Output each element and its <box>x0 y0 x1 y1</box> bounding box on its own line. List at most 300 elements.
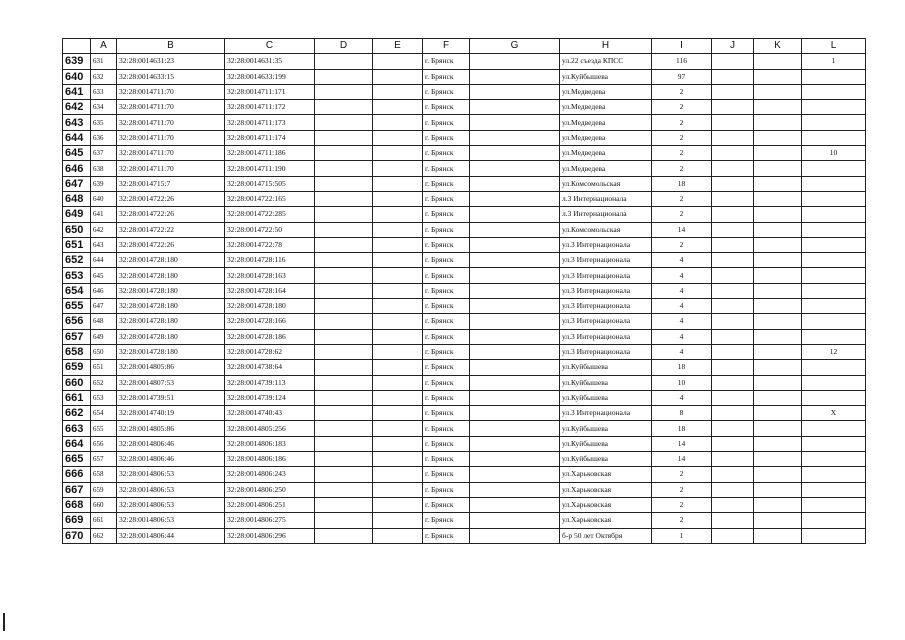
cell-l[interactable]: 10 <box>802 146 866 161</box>
cell-f[interactable]: г. Брянск <box>423 268 470 283</box>
cell-e[interactable] <box>373 222 423 237</box>
cell-e[interactable] <box>373 130 423 145</box>
cell-h[interactable]: ул.Медведева <box>560 84 652 99</box>
cell-h[interactable]: ул.Харьковская <box>560 497 652 512</box>
cell-a[interactable]: 646 <box>91 283 117 298</box>
cell-c[interactable]: 32:28:0014728:164 <box>225 283 315 298</box>
cell-i[interactable]: 4 <box>652 268 712 283</box>
cell-j[interactable] <box>712 482 754 497</box>
cell-g[interactable] <box>470 100 560 115</box>
cell-g[interactable] <box>470 528 560 543</box>
cell-l[interactable] <box>802 207 866 222</box>
cell-b[interactable]: 32:28:0014722:26 <box>117 191 225 206</box>
cell-k[interactable] <box>754 344 802 359</box>
cell-k[interactable] <box>754 191 802 206</box>
cell-l[interactable] <box>802 314 866 329</box>
cell-i[interactable]: 4 <box>652 344 712 359</box>
cell-l[interactable] <box>802 69 866 84</box>
cell-f[interactable]: г. Брянск <box>423 115 470 130</box>
cell-e[interactable] <box>373 513 423 528</box>
cell-f[interactable]: г. Брянск <box>423 283 470 298</box>
cell-d[interactable] <box>315 253 373 268</box>
cell-i[interactable]: 4 <box>652 299 712 314</box>
cell-b[interactable]: 32:28:0014806:53 <box>117 482 225 497</box>
cell-h[interactable]: ул.Комсомольская <box>560 176 652 191</box>
cell-g[interactable] <box>470 467 560 482</box>
cell-k[interactable] <box>754 375 802 390</box>
cell-a[interactable]: 643 <box>91 237 117 252</box>
cell-a[interactable]: 637 <box>91 146 117 161</box>
cell-f[interactable]: г. Брянск <box>423 299 470 314</box>
cell-a[interactable]: 656 <box>91 436 117 451</box>
cell-h[interactable]: ул.Куйбышева <box>560 421 652 436</box>
cell-j[interactable] <box>712 237 754 252</box>
cell-k[interactable] <box>754 528 802 543</box>
cell-c[interactable]: 32:28:0014711:174 <box>225 130 315 145</box>
cell-a[interactable]: 638 <box>91 161 117 176</box>
cell-c[interactable]: 32:28:0014711:173 <box>225 115 315 130</box>
cell-k[interactable] <box>754 54 802 69</box>
cell-f[interactable]: г. Брянск <box>423 467 470 482</box>
cell-f[interactable]: г. Брянск <box>423 69 470 84</box>
cell-k[interactable] <box>754 115 802 130</box>
cell-g[interactable] <box>470 115 560 130</box>
cell-c[interactable]: 32:28:0014722:285 <box>225 207 315 222</box>
cell-f[interactable]: г. Брянск <box>423 360 470 375</box>
cell-l[interactable]: 12 <box>802 344 866 359</box>
cell-e[interactable] <box>373 467 423 482</box>
cell-l[interactable] <box>802 467 866 482</box>
cell-i[interactable]: 2 <box>652 513 712 528</box>
cell-a[interactable]: 645 <box>91 268 117 283</box>
cell-d[interactable] <box>315 452 373 467</box>
cell-f[interactable]: г. Брянск <box>423 207 470 222</box>
cell-f[interactable]: г. Брянск <box>423 222 470 237</box>
cell-a[interactable]: 652 <box>91 375 117 390</box>
cell-b[interactable]: 32:28:0014711:70 <box>117 130 225 145</box>
cell-g[interactable] <box>470 207 560 222</box>
cell-g[interactable] <box>470 283 560 298</box>
cell-e[interactable] <box>373 406 423 421</box>
cell-k[interactable] <box>754 207 802 222</box>
cell-g[interactable] <box>470 375 560 390</box>
cell-b[interactable]: 32:28:0014631:23 <box>117 54 225 69</box>
cell-d[interactable] <box>315 467 373 482</box>
cell-l[interactable] <box>802 100 866 115</box>
cell-l[interactable]: X <box>802 406 866 421</box>
cell-h[interactable]: ул.3 Интернационала <box>560 329 652 344</box>
cell-h[interactable]: ул.Медведева <box>560 161 652 176</box>
cell-h[interactable]: ул.Харьковская <box>560 513 652 528</box>
cell-d[interactable] <box>315 84 373 99</box>
cell-j[interactable] <box>712 360 754 375</box>
cell-j[interactable] <box>712 375 754 390</box>
cell-b[interactable]: 32:28:0014711:70 <box>117 115 225 130</box>
cell-d[interactable] <box>315 191 373 206</box>
cell-b[interactable]: 32:28:0014633:15 <box>117 69 225 84</box>
cell-h[interactable]: ул.3 Интернационала <box>560 268 652 283</box>
cell-e[interactable] <box>373 207 423 222</box>
column-header-j[interactable]: J <box>712 39 754 54</box>
cell-b[interactable]: 32:28:0014711:70 <box>117 146 225 161</box>
cell-g[interactable] <box>470 390 560 405</box>
cell-a[interactable]: 639 <box>91 176 117 191</box>
cell-j[interactable] <box>712 222 754 237</box>
cell-k[interactable] <box>754 237 802 252</box>
cell-i[interactable]: 2 <box>652 100 712 115</box>
cell-g[interactable] <box>470 222 560 237</box>
cell-j[interactable] <box>712 314 754 329</box>
cell-j[interactable] <box>712 100 754 115</box>
cell-h[interactable]: ул.Медведева <box>560 146 652 161</box>
cell-d[interactable] <box>315 482 373 497</box>
cell-g[interactable] <box>470 360 560 375</box>
cell-h[interactable]: ул.22 съезда КПСС <box>560 54 652 69</box>
cell-i[interactable]: 2 <box>652 237 712 252</box>
cell-j[interactable] <box>712 344 754 359</box>
cell-j[interactable] <box>712 299 754 314</box>
cell-h[interactable]: ул.3 Интернационала <box>560 237 652 252</box>
cell-g[interactable] <box>470 54 560 69</box>
cell-e[interactable] <box>373 497 423 512</box>
cell-j[interactable] <box>712 176 754 191</box>
cell-f[interactable]: г. Брянск <box>423 176 470 191</box>
cell-a[interactable]: 653 <box>91 390 117 405</box>
cell-a[interactable]: 633 <box>91 84 117 99</box>
cell-i[interactable]: 4 <box>652 390 712 405</box>
cell-b[interactable]: 32:28:0014715:7 <box>117 176 225 191</box>
cell-d[interactable] <box>315 283 373 298</box>
cell-f[interactable]: г. Брянск <box>423 528 470 543</box>
cell-k[interactable] <box>754 467 802 482</box>
cell-l[interactable] <box>802 299 866 314</box>
cell-k[interactable] <box>754 161 802 176</box>
column-header-a[interactable]: A <box>91 39 117 54</box>
cell-b[interactable]: 32:28:0014722:22 <box>117 222 225 237</box>
cell-i[interactable]: 14 <box>652 222 712 237</box>
cell-g[interactable] <box>470 146 560 161</box>
cell-l[interactable] <box>802 375 866 390</box>
cell-b[interactable]: 32:28:0014728:180 <box>117 253 225 268</box>
cell-d[interactable] <box>315 207 373 222</box>
cell-h[interactable]: ул.Куйбышева <box>560 375 652 390</box>
cell-f[interactable]: г. Брянск <box>423 54 470 69</box>
cell-h[interactable]: ул.3 Интернационала <box>560 253 652 268</box>
cell-j[interactable] <box>712 513 754 528</box>
cell-d[interactable] <box>315 390 373 405</box>
cell-k[interactable] <box>754 436 802 451</box>
cell-c[interactable]: 32:28:0014806:186 <box>225 452 315 467</box>
cell-j[interactable] <box>712 54 754 69</box>
cell-j[interactable] <box>712 452 754 467</box>
cell-k[interactable] <box>754 253 802 268</box>
cell-f[interactable]: г. Брянск <box>423 344 470 359</box>
cell-e[interactable] <box>373 528 423 543</box>
cell-f[interactable]: г. Брянск <box>423 497 470 512</box>
cell-b[interactable]: 32:28:0014728:180 <box>117 329 225 344</box>
cell-k[interactable] <box>754 497 802 512</box>
cell-h[interactable]: ул.3 Интернационала <box>560 406 652 421</box>
cell-g[interactable] <box>470 344 560 359</box>
cell-k[interactable] <box>754 222 802 237</box>
cell-e[interactable] <box>373 146 423 161</box>
cell-a[interactable]: 644 <box>91 253 117 268</box>
cell-a[interactable]: 657 <box>91 452 117 467</box>
cell-f[interactable]: г. Брянск <box>423 100 470 115</box>
cell-j[interactable] <box>712 421 754 436</box>
cell-e[interactable] <box>373 482 423 497</box>
cell-h[interactable]: л.3 Интернационала <box>560 191 652 206</box>
cell-k[interactable] <box>754 421 802 436</box>
cell-i[interactable]: 14 <box>652 452 712 467</box>
cell-f[interactable]: г. Брянск <box>423 237 470 252</box>
cell-f[interactable]: г. Брянск <box>423 513 470 528</box>
cell-d[interactable] <box>315 115 373 130</box>
cell-b[interactable]: 32:28:0014711:70 <box>117 84 225 99</box>
cell-i[interactable]: 4 <box>652 329 712 344</box>
cell-f[interactable]: г. Брянск <box>423 191 470 206</box>
cell-a[interactable]: 635 <box>91 115 117 130</box>
cell-d[interactable] <box>315 299 373 314</box>
cell-i[interactable]: 2 <box>652 497 712 512</box>
cell-k[interactable] <box>754 452 802 467</box>
cell-j[interactable] <box>712 84 754 99</box>
cell-l[interactable] <box>802 176 866 191</box>
cell-b[interactable]: 32:28:0014806:46 <box>117 436 225 451</box>
cell-k[interactable] <box>754 130 802 145</box>
cell-i[interactable]: 2 <box>652 161 712 176</box>
cell-g[interactable] <box>470 406 560 421</box>
cell-l[interactable] <box>802 436 866 451</box>
cell-c[interactable]: 32:28:0014722:165 <box>225 191 315 206</box>
cell-c[interactable]: 32:28:0014711:171 <box>225 84 315 99</box>
cell-c[interactable]: 32:28:0014805:256 <box>225 421 315 436</box>
cell-c[interactable]: 32:28:0014711:186 <box>225 146 315 161</box>
cell-g[interactable] <box>470 329 560 344</box>
cell-e[interactable] <box>373 421 423 436</box>
cell-c[interactable]: 32:28:0014728:62 <box>225 344 315 359</box>
cell-g[interactable] <box>470 513 560 528</box>
cell-e[interactable] <box>373 314 423 329</box>
column-header-b[interactable]: B <box>117 39 225 54</box>
cell-e[interactable] <box>373 268 423 283</box>
cell-e[interactable] <box>373 329 423 344</box>
cell-j[interactable] <box>712 146 754 161</box>
cell-i[interactable]: 1 <box>652 528 712 543</box>
cell-i[interactable]: 2 <box>652 146 712 161</box>
cell-l[interactable]: 1 <box>802 54 866 69</box>
cell-h[interactable]: ул.Куйбышева <box>560 390 652 405</box>
cell-i[interactable]: 18 <box>652 421 712 436</box>
cell-b[interactable]: 32:28:0014806:53 <box>117 497 225 512</box>
cell-d[interactable] <box>315 222 373 237</box>
cell-j[interactable] <box>712 406 754 421</box>
cell-l[interactable] <box>802 268 866 283</box>
cell-b[interactable]: 32:28:0014728:180 <box>117 268 225 283</box>
cell-i[interactable]: 18 <box>652 176 712 191</box>
cell-d[interactable] <box>315 54 373 69</box>
cell-g[interactable] <box>470 69 560 84</box>
cell-c[interactable]: 32:28:0014728:180 <box>225 299 315 314</box>
cell-d[interactable] <box>315 69 373 84</box>
cell-g[interactable] <box>470 452 560 467</box>
cell-e[interactable] <box>373 161 423 176</box>
cell-g[interactable] <box>470 482 560 497</box>
column-header-c[interactable]: C <box>225 39 315 54</box>
cell-f[interactable]: г. Брянск <box>423 452 470 467</box>
column-header-l[interactable]: L <box>802 39 866 54</box>
cell-h[interactable]: ул.Комсомольская <box>560 222 652 237</box>
cell-k[interactable] <box>754 482 802 497</box>
column-header-d[interactable]: D <box>315 39 373 54</box>
cell-e[interactable] <box>373 100 423 115</box>
cell-g[interactable] <box>470 84 560 99</box>
cell-h[interactable]: ул.Харьковская <box>560 482 652 497</box>
cell-b[interactable]: 32:28:0014807:53 <box>117 375 225 390</box>
cell-l[interactable] <box>802 237 866 252</box>
cell-g[interactable] <box>470 497 560 512</box>
cell-k[interactable] <box>754 283 802 298</box>
cell-k[interactable] <box>754 360 802 375</box>
cell-h[interactable]: ул.Медведева <box>560 100 652 115</box>
cell-a[interactable]: 660 <box>91 497 117 512</box>
cell-a[interactable]: 658 <box>91 467 117 482</box>
cell-e[interactable] <box>373 54 423 69</box>
cell-j[interactable] <box>712 207 754 222</box>
cell-g[interactable] <box>470 191 560 206</box>
cell-d[interactable] <box>315 406 373 421</box>
cell-c[interactable]: 32:28:0014711:190 <box>225 161 315 176</box>
cell-a[interactable]: 634 <box>91 100 117 115</box>
cell-e[interactable] <box>373 115 423 130</box>
cell-f[interactable]: г. Брянск <box>423 84 470 99</box>
cell-j[interactable] <box>712 115 754 130</box>
cell-f[interactable]: г. Брянск <box>423 161 470 176</box>
cell-k[interactable] <box>754 146 802 161</box>
cell-h[interactable]: ул.3 Интернационала <box>560 344 652 359</box>
cell-h[interactable]: ул.3 Интернационала <box>560 283 652 298</box>
cell-i[interactable]: 4 <box>652 314 712 329</box>
cell-l[interactable] <box>802 115 866 130</box>
cell-h[interactable]: б-р 50 лет Октября <box>560 528 652 543</box>
cell-e[interactable] <box>373 253 423 268</box>
cell-l[interactable] <box>802 191 866 206</box>
cell-f[interactable]: г. Брянск <box>423 130 470 145</box>
cell-k[interactable] <box>754 100 802 115</box>
cell-d[interactable] <box>315 176 373 191</box>
cell-c[interactable]: 32:28:0014728:163 <box>225 268 315 283</box>
cell-a[interactable]: 636 <box>91 130 117 145</box>
cell-i[interactable]: 8 <box>652 406 712 421</box>
cell-b[interactable]: 32:28:0014806:44 <box>117 528 225 543</box>
cell-i[interactable]: 18 <box>652 360 712 375</box>
cell-j[interactable] <box>712 283 754 298</box>
column-header-f[interactable]: F <box>423 39 470 54</box>
cell-f[interactable]: г. Брянск <box>423 375 470 390</box>
cell-c[interactable]: 32:28:0014728:116 <box>225 253 315 268</box>
cell-c[interactable]: 32:28:0014739:124 <box>225 390 315 405</box>
cell-k[interactable] <box>754 69 802 84</box>
cell-k[interactable] <box>754 176 802 191</box>
cell-h[interactable]: ул.Куйбышева <box>560 360 652 375</box>
cell-j[interactable] <box>712 436 754 451</box>
cell-l[interactable] <box>802 513 866 528</box>
cell-a[interactable]: 662 <box>91 528 117 543</box>
cell-f[interactable]: г. Брянск <box>423 482 470 497</box>
cell-g[interactable] <box>470 130 560 145</box>
cell-l[interactable] <box>802 222 866 237</box>
cell-g[interactable] <box>470 161 560 176</box>
cell-i[interactable]: 14 <box>652 436 712 451</box>
cell-h[interactable]: ул.Харьковская <box>560 467 652 482</box>
cell-d[interactable] <box>315 421 373 436</box>
cell-g[interactable] <box>470 299 560 314</box>
cell-e[interactable] <box>373 191 423 206</box>
cell-e[interactable] <box>373 436 423 451</box>
cell-f[interactable]: г. Брянск <box>423 329 470 344</box>
cell-d[interactable] <box>315 436 373 451</box>
cell-j[interactable] <box>712 528 754 543</box>
cell-a[interactable]: 641 <box>91 207 117 222</box>
cell-j[interactable] <box>712 191 754 206</box>
cell-k[interactable] <box>754 299 802 314</box>
cell-i[interactable]: 97 <box>652 69 712 84</box>
cell-f[interactable]: г. Брянск <box>423 421 470 436</box>
cell-d[interactable] <box>315 375 373 390</box>
cell-d[interactable] <box>315 161 373 176</box>
cell-k[interactable] <box>754 513 802 528</box>
cell-j[interactable] <box>712 467 754 482</box>
cell-l[interactable] <box>802 390 866 405</box>
cell-g[interactable] <box>470 314 560 329</box>
cell-h[interactable]: л.3 Интернационала <box>560 207 652 222</box>
cell-i[interactable]: 10 <box>652 375 712 390</box>
cell-b[interactable]: 32:28:0014722:26 <box>117 207 225 222</box>
cell-l[interactable] <box>802 421 866 436</box>
cell-e[interactable] <box>373 237 423 252</box>
cell-h[interactable]: ул.Медведева <box>560 130 652 145</box>
cell-b[interactable]: 32:28:0014805:86 <box>117 360 225 375</box>
cell-a[interactable]: 640 <box>91 191 117 206</box>
cell-c[interactable]: 32:28:0014806:183 <box>225 436 315 451</box>
cell-c[interactable]: 32:28:0014806:250 <box>225 482 315 497</box>
cell-c[interactable]: 32:28:0014739:113 <box>225 375 315 390</box>
cell-c[interactable]: 32:28:0014738:64 <box>225 360 315 375</box>
cell-e[interactable] <box>373 69 423 84</box>
cell-e[interactable] <box>373 299 423 314</box>
cell-d[interactable] <box>315 329 373 344</box>
cell-l[interactable] <box>802 528 866 543</box>
cell-d[interactable] <box>315 130 373 145</box>
cell-c[interactable]: 32:28:0014740:43 <box>225 406 315 421</box>
cell-f[interactable]: г. Брянск <box>423 146 470 161</box>
cell-a[interactable]: 654 <box>91 406 117 421</box>
cell-l[interactable] <box>802 283 866 298</box>
cell-e[interactable] <box>373 375 423 390</box>
cell-i[interactable]: 2 <box>652 207 712 222</box>
cell-g[interactable] <box>470 253 560 268</box>
cell-k[interactable] <box>754 329 802 344</box>
cell-h[interactable]: ул.3 Интернационала <box>560 314 652 329</box>
cell-l[interactable] <box>802 452 866 467</box>
cell-l[interactable] <box>802 84 866 99</box>
cell-e[interactable] <box>373 360 423 375</box>
cell-c[interactable]: 32:28:0014728:186 <box>225 329 315 344</box>
cell-b[interactable]: 32:28:0014740:19 <box>117 406 225 421</box>
cell-d[interactable] <box>315 146 373 161</box>
cell-e[interactable] <box>373 452 423 467</box>
cell-k[interactable] <box>754 84 802 99</box>
